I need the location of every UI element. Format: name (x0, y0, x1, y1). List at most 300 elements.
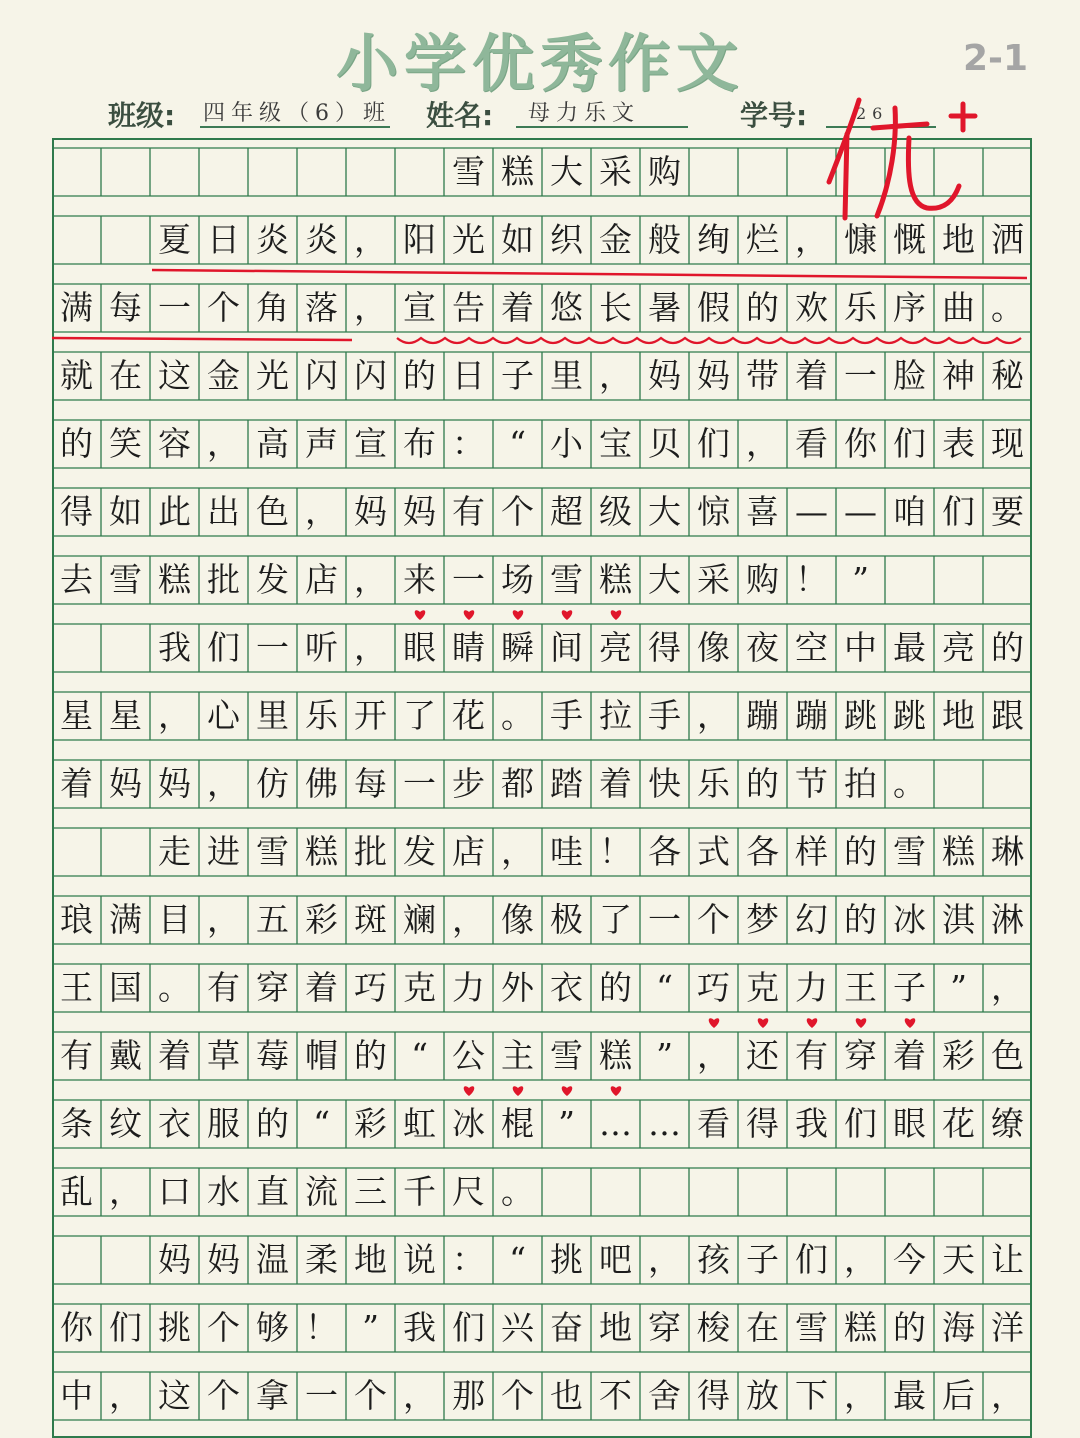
essay-char: 的 (844, 900, 877, 939)
essay-char: 星 (109, 696, 142, 735)
essay-char: 花 (942, 1104, 975, 1143)
essay-char: 像 (697, 628, 730, 667)
essay-char: 笑 (109, 424, 142, 463)
essay-char: 你 (60, 1308, 93, 1347)
essay-char: 雪 (795, 1308, 828, 1347)
essay-char: ” (656, 1036, 673, 1075)
essay-char: 的 (746, 764, 779, 803)
essay-char: 佛 (305, 764, 338, 803)
essay-char: 还 (746, 1036, 779, 1075)
essay-char: 着 (158, 1036, 191, 1075)
essay-char: 们 (844, 1104, 877, 1143)
essay-char: “ (509, 1240, 526, 1279)
essay-char: 大 (648, 492, 681, 531)
essay-char: 中 (844, 628, 877, 667)
essay-char: 冰 (452, 1104, 485, 1143)
heart-mark (856, 1018, 867, 1028)
essay-char: 跟 (991, 696, 1024, 735)
essay-char: 们 (795, 1240, 828, 1279)
essay-char: 们 (207, 628, 240, 667)
essay-char: 们 (942, 492, 975, 531)
essay-char: 们 (697, 424, 730, 463)
id-label: 学号: (740, 99, 808, 132)
essay-char: 中 (60, 1376, 93, 1415)
essay-char: ， (354, 628, 387, 667)
essay-char: 们 (452, 1308, 485, 1347)
essay-char: ， (207, 424, 240, 463)
essay-char: 们 (893, 424, 926, 463)
essay-char: 一 (256, 628, 289, 667)
essay-char: 角 (256, 288, 289, 327)
essay-char: 糕 (599, 560, 632, 599)
essay-char: 有 (795, 1036, 828, 1075)
essay-char: ， (354, 220, 387, 259)
essay-char: 衣 (158, 1104, 191, 1143)
essay-char: 让 (991, 1240, 1024, 1279)
essay-char: 走 (158, 832, 191, 871)
essay-char: 不 (599, 1376, 632, 1415)
essay-char: 个 (501, 492, 534, 531)
essay-char: 像 (501, 900, 534, 939)
essay-char: ， (501, 832, 534, 871)
essay-char: … (599, 1104, 632, 1143)
heart-mark (807, 1018, 818, 1028)
essay-char: 拉 (599, 696, 632, 735)
essay-char: 购 (746, 560, 779, 599)
essay-char: 日 (207, 220, 240, 259)
essay-char: 一 (403, 764, 436, 803)
essay-char: 个 (207, 1376, 240, 1415)
essay-char: 曲 (942, 288, 975, 327)
essay-char: 吧 (599, 1240, 632, 1279)
essay-char: — (844, 492, 877, 531)
essay-char: 瞬 (501, 628, 534, 667)
essay-char: 宣 (403, 288, 436, 327)
class-label: 班级: (108, 99, 176, 132)
essay-char: 海 (942, 1308, 975, 1347)
essay-char: 草 (207, 1036, 240, 1075)
essay-char: 发 (403, 832, 436, 871)
essay-char: 的 (844, 832, 877, 871)
essay-char: 进 (207, 832, 240, 871)
essay-char: 的 (746, 288, 779, 327)
essay-char: 糕 (844, 1308, 877, 1347)
essay-char: 闪 (354, 356, 387, 395)
essay-char: “ (509, 424, 526, 463)
essay-char: 后 (942, 1376, 975, 1415)
essay-char: 去 (60, 560, 93, 599)
composition-grid-sheet (52, 138, 1032, 1438)
essay-char: 阳 (403, 220, 436, 259)
essay-char: ， (697, 1036, 730, 1075)
essay-char: 采 (697, 560, 730, 599)
essay-char: ， (795, 220, 828, 259)
essay-char: 假 (697, 288, 730, 327)
essay-char: 金 (207, 356, 240, 395)
essay-char: ， (109, 1172, 142, 1211)
page-number: 2-1 (962, 38, 1028, 79)
essay-char: 天 (942, 1240, 975, 1279)
essay-char: 眼 (403, 628, 436, 667)
essay-char: 级 (599, 492, 632, 531)
essay-char: 国 (109, 968, 142, 1007)
essay-char: 在 (746, 1308, 779, 1347)
essay-char: 小 (550, 424, 583, 463)
teacher-red-marks (52, 138, 1032, 1438)
class-underline (200, 126, 390, 128)
essay-char: 间 (550, 628, 583, 667)
name-underline (516, 126, 688, 128)
essay-char: 听 (305, 628, 338, 667)
essay-char: 一 (305, 1376, 338, 1415)
essay-char: 梦 (746, 900, 779, 939)
essay-char: 雪 (550, 1036, 583, 1075)
essay-char: 。 (501, 696, 534, 735)
essay-char: 此 (158, 492, 191, 531)
essay-char: 就 (60, 356, 93, 395)
essay-char: 批 (207, 560, 240, 599)
essay-char: 地 (599, 1308, 632, 1347)
essay-char: 琳 (991, 832, 1024, 871)
essay-char: 着 (501, 288, 534, 327)
essay-char: 衣 (550, 968, 583, 1007)
essay-char: 莓 (256, 1036, 289, 1075)
essay-char: 直 (256, 1172, 289, 1211)
essay-char: 五 (256, 900, 289, 939)
essay-char: 淋 (991, 900, 1024, 939)
essay-char: 个 (501, 1376, 534, 1415)
essay-char: 慨 (893, 220, 926, 259)
essay-char: 孩 (697, 1240, 730, 1279)
essay-char: 琅 (60, 900, 93, 939)
essay-char: ， (599, 356, 632, 395)
essay-char: 糕 (305, 832, 338, 871)
essay-char: 现 (991, 424, 1024, 463)
essay-char: 着 (305, 968, 338, 1007)
essay-char: ！ (795, 560, 828, 599)
title-char: 采 (599, 152, 632, 191)
essay-char: 妈 (697, 356, 730, 395)
essay-char: ， (648, 1240, 681, 1279)
essay-char: ” (558, 1104, 575, 1143)
essay-char: 说 (403, 1240, 436, 1279)
essay-char: 妈 (207, 1240, 240, 1279)
essay-char: 暑 (648, 288, 681, 327)
essay-char: 神 (942, 356, 975, 395)
essay-char: ， (697, 696, 730, 735)
essay-char: 乐 (697, 764, 730, 803)
essay-char: 子 (746, 1240, 779, 1279)
essay-char: 出 (207, 492, 240, 531)
essay-char: 乐 (844, 288, 877, 327)
essay-char: ， (991, 1376, 1024, 1415)
essay-char: 的 (60, 424, 93, 463)
essay-char: 最 (893, 628, 926, 667)
essay-char: 舍 (648, 1376, 681, 1415)
essay-char: 放 (746, 1376, 779, 1415)
essay-char: 柔 (305, 1240, 338, 1279)
essay-char: 地 (942, 696, 975, 735)
essay-char: 花 (452, 696, 485, 735)
essay-char: 克 (403, 968, 436, 1007)
title-char: 购 (648, 152, 681, 191)
essay-char: 棍 (501, 1104, 534, 1143)
name-label: 姓名: (426, 99, 494, 132)
essay-char: 织 (550, 220, 583, 259)
essay-char: 穿 (648, 1308, 681, 1347)
essay-char: 得 (746, 1104, 779, 1143)
essay-char: 妈 (158, 764, 191, 803)
essay-char: 看 (697, 1104, 730, 1143)
essay-char: 彩 (305, 900, 338, 939)
essay-char: 穿 (256, 968, 289, 1007)
essay-char: 。 (991, 288, 1024, 327)
essay-char: 快 (648, 764, 681, 803)
essay-char: 我 (158, 628, 191, 667)
essay-char: 店 (452, 832, 485, 871)
essay-char: 眼 (893, 1104, 926, 1143)
essay-char: 批 (354, 832, 387, 871)
essay-char: 秘 (991, 356, 1024, 395)
essay-char: 我 (403, 1308, 436, 1347)
essay-char: 如 (109, 492, 142, 531)
essay-char: 兴 (501, 1308, 534, 1347)
essay-char: 了 (403, 696, 436, 735)
essay-char: 夜 (746, 628, 779, 667)
essay-char: … (648, 1104, 681, 1143)
essay-char: 的 (599, 968, 632, 1007)
essay-char: 哇 (550, 832, 583, 871)
essay-char: 水 (207, 1172, 240, 1211)
essay-char: ， (207, 764, 240, 803)
essay-char: ， (403, 1376, 436, 1415)
essay-char: 虹 (403, 1104, 436, 1143)
essay-char: 的 (256, 1104, 289, 1143)
essay-char: 节 (795, 764, 828, 803)
title-char: 大 (550, 152, 583, 191)
essay-char: 个 (207, 1308, 240, 1347)
essay-char: 也 (550, 1376, 583, 1415)
essay-char: 店 (305, 560, 338, 599)
essay-char: 烂 (746, 220, 779, 259)
essay-char: 糕 (158, 560, 191, 599)
essay-char: ， (991, 968, 1024, 1007)
essay-char: 你 (844, 424, 877, 463)
essay-char: ， (158, 696, 191, 735)
essay-char: 。 (158, 968, 191, 1007)
essay-char: 外 (501, 968, 534, 1007)
essay-char: 发 (256, 560, 289, 599)
essay-char: 般 (648, 220, 681, 259)
essay-char: 洋 (991, 1308, 1024, 1347)
essay-char: 惊 (697, 492, 730, 531)
essay-char: 力 (795, 968, 828, 1007)
essay-char: 力 (452, 968, 485, 1007)
essay-char: 里 (256, 696, 289, 735)
essay-char: 式 (697, 832, 730, 871)
essay-char: 仿 (256, 764, 289, 803)
essay-char: 的 (354, 1036, 387, 1075)
essay-char: 着 (795, 356, 828, 395)
essay-char: 贝 (648, 424, 681, 463)
essay-char: 流 (305, 1172, 338, 1211)
grade-mark-excellent (825, 86, 1005, 226)
essay-char: ， (109, 1376, 142, 1415)
essay-char: 光 (452, 220, 485, 259)
essay-char: 每 (354, 764, 387, 803)
essay-char: 千 (403, 1172, 436, 1211)
essay-char: 这 (158, 1376, 191, 1415)
essay-char: ： (452, 424, 485, 463)
essay-char: 了 (599, 900, 632, 939)
essay-char: ， (746, 424, 779, 463)
essay-char: 满 (109, 900, 142, 939)
essay-char: 表 (942, 424, 975, 463)
heart-mark (758, 1018, 769, 1028)
heart-mark (709, 1018, 720, 1028)
essay-char: 尺 (452, 1172, 485, 1211)
essay-char: 拍 (844, 764, 877, 803)
essay-char: ！ (305, 1308, 338, 1347)
essay-char: 主 (501, 1036, 534, 1075)
essay-char: 今 (893, 1240, 926, 1279)
essay-char: 幻 (795, 900, 828, 939)
essay-char: 着 (60, 764, 93, 803)
essay-char: ” (950, 968, 967, 1007)
essay-char: ， (305, 492, 338, 531)
essay-char: 色 (991, 1036, 1024, 1075)
essay-char: ， (452, 900, 485, 939)
essay-char: 亮 (599, 628, 632, 667)
essay-char: 大 (648, 560, 681, 599)
essay-char: 绚 (697, 220, 730, 259)
essay-char: 在 (109, 356, 142, 395)
essay-char: 拿 (256, 1376, 289, 1415)
essay-char: 各 (648, 832, 681, 871)
essay-char: 长 (599, 288, 632, 327)
essay-char: 着 (893, 1036, 926, 1075)
essay-char: 超 (550, 492, 583, 531)
essay-char: “ (411, 1036, 428, 1075)
essay-char: 脸 (893, 356, 926, 395)
heart-mark (611, 1086, 622, 1096)
essay-char: 落 (305, 288, 338, 327)
essay-char: 喜 (746, 492, 779, 531)
name-value: 母力乐文 (528, 101, 641, 126)
essay-char: 温 (256, 1240, 289, 1279)
essay-char: 样 (795, 832, 828, 871)
essay-char: ！ (599, 832, 632, 871)
essay-char: 容 (158, 424, 191, 463)
essay-char: 彩 (354, 1104, 387, 1143)
essay-char: 看 (795, 424, 828, 463)
essay-char: 着 (599, 764, 632, 803)
essay-char: 糕 (599, 1036, 632, 1075)
essay-char: 口 (158, 1172, 191, 1211)
essay-char: 服 (207, 1104, 240, 1143)
essay-char: 跳 (893, 696, 926, 735)
essay-char: 三 (354, 1172, 387, 1211)
essay-char: 蹦 (795, 696, 828, 735)
essay-char: 踏 (550, 764, 583, 803)
essay-char: 都 (501, 764, 534, 803)
essay-char: 欢 (795, 288, 828, 327)
essay-char: 个 (697, 900, 730, 939)
essay-char: 一 (648, 900, 681, 939)
essay-char: 如 (501, 220, 534, 259)
heart-mark (513, 610, 524, 620)
essay-char: 穿 (844, 1036, 877, 1075)
essay-char: 个 (354, 1376, 387, 1415)
essay-char: 来 (403, 560, 436, 599)
heart-mark (562, 610, 573, 620)
essay-char: 的 (991, 628, 1024, 667)
essay-char: 手 (550, 696, 583, 735)
essay-char: 心 (207, 696, 240, 735)
essay-char: 最 (893, 1376, 926, 1415)
essay-char: 我 (795, 1104, 828, 1143)
essay-char: 悠 (550, 288, 583, 327)
essay-char: 缭 (991, 1104, 1024, 1143)
essay-char: 巧 (697, 968, 730, 1007)
essay-char: 得 (697, 1376, 730, 1415)
essay-char: 雪 (256, 832, 289, 871)
heart-mark (464, 1086, 475, 1096)
essay-char: 一 (452, 560, 485, 599)
essay-char: 巧 (354, 968, 387, 1007)
essay-char: 得 (648, 628, 681, 667)
essay-char: 有 (207, 968, 240, 1007)
essay-char: 乐 (305, 696, 338, 735)
essay-char: 日 (452, 356, 485, 395)
essay-char: 雪 (550, 560, 583, 599)
essay-char: — (795, 492, 828, 531)
essay-char: 王 (844, 968, 877, 1007)
id-value: 26 (856, 104, 889, 123)
essay-char: 妈 (648, 356, 681, 395)
essay-char: 王 (60, 968, 93, 1007)
essay-char: “ (656, 968, 673, 1007)
essay-char: “ (313, 1104, 330, 1143)
essay-char: 目 (158, 900, 191, 939)
essay-char: 彩 (942, 1036, 975, 1075)
essay-char: 金 (599, 220, 632, 259)
essay-char: 宣 (354, 424, 387, 463)
essay-char: ： (452, 1240, 485, 1279)
essay-char: ” (362, 1308, 379, 1347)
essay-char: 地 (354, 1240, 387, 1279)
essay-char: 手 (648, 696, 681, 735)
essay-char: 戴 (109, 1036, 142, 1075)
essay-char: 宝 (599, 424, 632, 463)
essay-char: 一 (158, 288, 191, 327)
underline-mark (52, 338, 352, 340)
essay-char: 得 (60, 492, 93, 531)
essay-char: 步 (452, 764, 485, 803)
essay-char: 每 (109, 288, 142, 327)
essay-char: ， (844, 1240, 877, 1279)
essay-char: 那 (452, 1376, 485, 1415)
heart-mark (513, 1086, 524, 1096)
essay-char: 极 (550, 900, 583, 939)
essay-char: 帽 (305, 1036, 338, 1075)
wavy-underline-mark (397, 338, 1021, 343)
essay-char: 这 (158, 356, 191, 395)
essay-char: ， (844, 1376, 877, 1415)
essay-char: 子 (893, 968, 926, 1007)
heart-mark (562, 1086, 573, 1096)
page-title: 小学优秀作文 (335, 27, 744, 100)
